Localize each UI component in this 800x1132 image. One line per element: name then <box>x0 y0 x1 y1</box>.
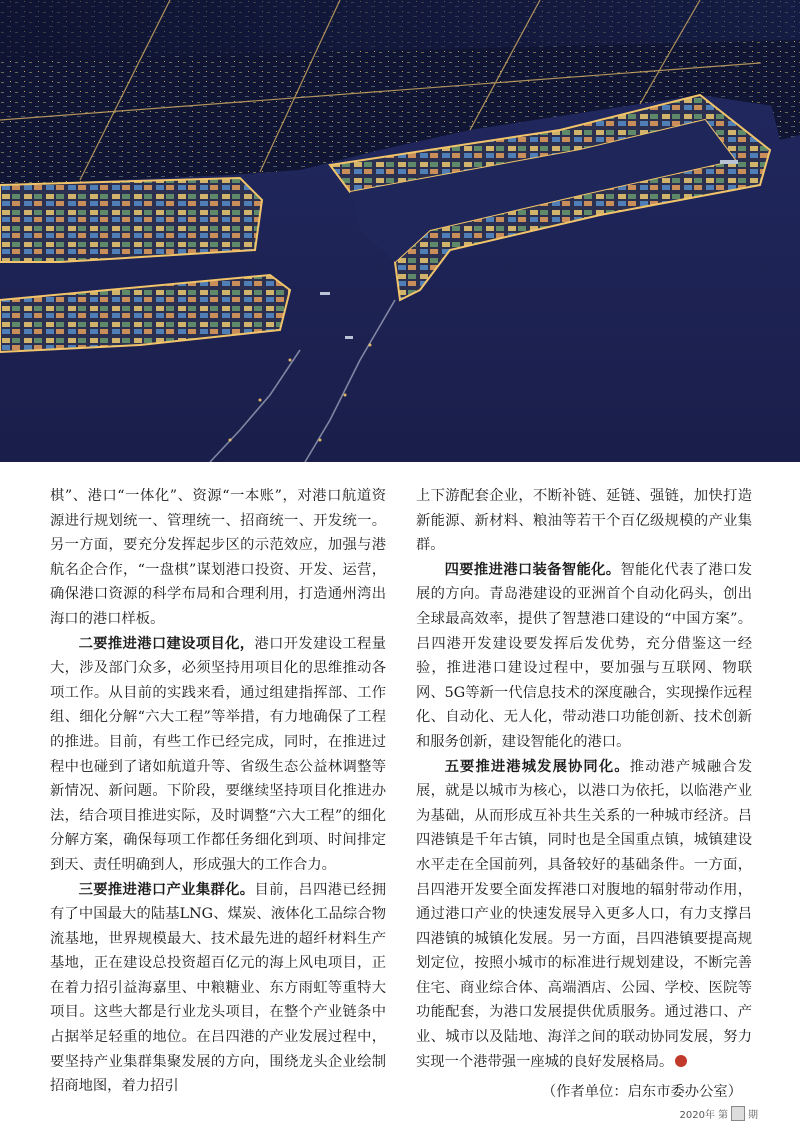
paragraph-continuation-right: 上下游配套企业，不断补链、延链、强链，加快打造新能源、新材料、粮油等若干个百亿级规模的产业集群。 <box>416 488 752 554</box>
ship <box>720 160 738 164</box>
footer-year: 2020年 <box>679 1110 715 1121</box>
footer-di: 第 <box>718 1110 728 1121</box>
left-upper-pier <box>0 178 262 262</box>
footer-qi: 期 <box>748 1110 758 1121</box>
end-mark-icon <box>675 1055 687 1067</box>
paragraph-point-three <box>50 878 386 1099</box>
point-two-body: 港口开发建设工程量大，涉及部门众多，必须坚持用项目化的思维推动各项工作。从目前的实践来看，通过组建指挥部、工作组、细化分解“六大工程”等举措，有力地确保了工程的推进。目前，有些工作已经完成，同时，在推进过程中也碰到了诸如航道升等、省级生态公益林调整等新情况、新问题。下阶段，要继续坚持项目化推进办法，结合项目推进实际，及时调整“六大工程”的细化分解方案，确保每项工作都任务细化到项、时间排定到天、责任明确到人，形成强大的工作合力。 <box>50 635 387 873</box>
point-two-heading: 二要推进港口建设项目化， <box>78 635 255 652</box>
port-night-photo <box>0 0 800 462</box>
paragraph-point-two <box>50 632 386 878</box>
point-four-heading: 四要推进港口装备智能化。 <box>444 561 621 578</box>
point-five-heading: 五要推进港城发展协同化。 <box>444 758 630 775</box>
paragraph-point-five <box>416 755 752 1075</box>
issue-number-box <box>731 1106 745 1121</box>
point-three-body: 目前，吕四港已经拥有了中国最大的陆基LNG、煤炭、液体化工品综合物流基地，世界规模最大、技术最先进的超纤材料生产基地，正在建设总投资超百亿元的海上风电项目，正在着力招引益海嘉里、中粮糖业、东方雨虹等重特大项目。这些大都是行业龙头项目，在整个产业链条中占据举足轻重的地位。在吕四港的产业发展过程中，要坚持产业集群集聚发展的方向，围绕龙头企业绘制招商地图，着力招引 <box>50 881 387 1095</box>
point-five-body: 推动港产城融合发展，就是以城市为核心，以港口为依托，以临港产业为基础，从而形成互补共生关系的一种城市经济。吕四港镇是千年古镇，同时也是全国重点镇，城镇建设水平走在全国前列，具备较好的基础条件。一方面，吕四港开发要全面发挥港口对腹地的辐射带动作用，通过港口产业的快速发展导入更多人口，有力支撑吕四港镇的城镇化发展。另一方面，吕四港镇要提高规划定位，按照小城市的标准进行规划建设，不断完善住宅、商业综合体、高端酒店、公园、学校、医院等功能配套，为港口发展提供优质服务。通过港口、产业、城市以及陆地、海洋之间的联动协同发展，努力实现一个港带强一座城的良好发展格局。 <box>416 758 753 1070</box>
port-aerial-image <box>0 0 800 462</box>
ship <box>320 292 330 295</box>
paragraph-continuation: 棋”、港口“一体化”、资源“一本账”，对港口航道资源进行规划统一、管理统一、招商统一、开发统一。另一方面，要充分发挥起步区的示范效应，加强与港航名企合作，“一盘棋”谋划港口投资、开发、运营，确保港口资源的科学布局和合理利用，打造通州湾出海口的港口样板。 <box>50 488 386 627</box>
author-affiliation: （作者单位：启东市委办公室） <box>541 1084 742 1101</box>
left-text-column <box>50 484 386 1099</box>
paragraph-point-four <box>416 558 752 755</box>
right-text-column <box>416 484 752 1105</box>
point-three-heading: 三要推进港口产业集群化。 <box>78 881 255 898</box>
point-four-body: 智能化代表了港口发展的方向。青岛港建设的亚洲首个自动化码头，创出全球最高效率，提供了智慧港口建设的“中国方案”。吕四港开发建设要发挥后发优势，充分借鉴这一经验，推进港口建设过程中，要加强与互联网、物联网、5G等新一代信息技术的深度融合，实现操作远程化、自动化、无人化，带动港口功能创新、技术创新和服务创新，建设智能化的港口。 <box>416 561 753 750</box>
page-footer <box>680 1106 758 1121</box>
ship <box>345 336 353 339</box>
